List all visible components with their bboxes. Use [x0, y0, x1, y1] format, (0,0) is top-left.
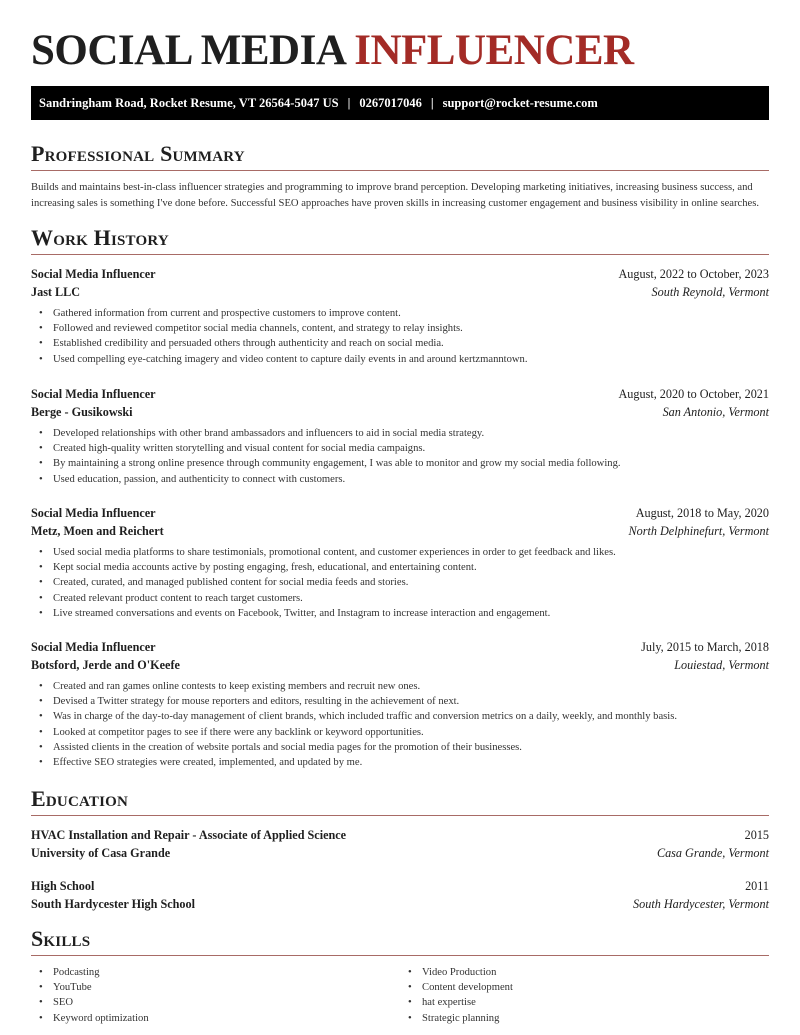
job-header-row	[31, 504, 769, 522]
job-bullet: • Created, curated, and managed published content for social media feeds and stories.	[39, 575, 769, 590]
job-bullet: • Kept social media accounts active by posting engaging, fresh, educational, and entertaining content.	[39, 560, 769, 575]
job-location: San Antonio, Vermont	[662, 405, 769, 419]
contact-bar	[31, 86, 769, 120]
job-bullet: • Followed and reviewed competitor social media channels, content, and strategy to relay insights.	[39, 321, 769, 336]
job-dates: July, 2015 to March, 2018	[641, 640, 769, 654]
skill-item: • hat expertise	[408, 995, 769, 1010]
job-bullet: • Created and ran games online contests to keep existing members and recruit new ones.	[39, 679, 769, 694]
contact-email: support@rocket-resume.com	[442, 96, 598, 110]
education-degree: High School	[31, 879, 95, 893]
skill-item: • Content development	[408, 980, 769, 995]
skill-item: • SEO	[39, 995, 400, 1010]
job-bullet: • Devised a Twitter strategy for mouse reporters and editors, resulting in the achievement of next.	[39, 694, 769, 709]
job-entry	[31, 504, 769, 621]
job-company: Metz, Moen and Reichert	[31, 524, 164, 538]
skill-item: • Strategic planning	[408, 1011, 769, 1026]
job-bullet: • Effective SEO strategies were created, implemented, and updated by me.	[39, 755, 769, 770]
education-entry	[31, 826, 769, 862]
job-bullet: • Used education, passion, and authenticity to connect with customers.	[39, 472, 769, 487]
education-school-row	[31, 895, 769, 913]
job-dates: August, 2022 to October, 2023	[618, 267, 769, 281]
education-year: 2015	[744, 828, 769, 842]
job-bullet: • Created relevant product content to reach target customers.	[39, 591, 769, 606]
summary-heading: Professional Summary	[31, 140, 769, 171]
job-header-row	[31, 265, 769, 283]
education-location: South Hardycester, Vermont	[633, 897, 769, 911]
job-bullet: • Live streamed conversations and events on Facebook, Twitter, and Instagram to increase interaction and engagement.	[39, 606, 769, 621]
job-location: Louiestad, Vermont	[674, 658, 769, 672]
job-bullets	[39, 679, 769, 770]
job-header-row	[31, 638, 769, 656]
education-school-row	[31, 844, 769, 862]
job-bullet: • Developed relationships with other brand ambassadors and influencers to aid in social media strategy.	[39, 426, 769, 441]
job-bullet: • Used compelling eye-catching imagery and video content to capture daily events in and around kertzmanntown.	[39, 352, 769, 367]
skills-heading: Skills	[31, 925, 769, 956]
skill-item: • Keyword optimization	[39, 1011, 400, 1026]
contact-phone: 0267017046	[359, 96, 422, 110]
education-entry	[31, 877, 769, 913]
contact-address: Sandringham Road, Rocket Resume, VT 26564-5047 US	[39, 96, 339, 110]
education-school: South Hardycester High School	[31, 897, 195, 911]
job-bullets	[39, 306, 769, 367]
summary-text: Builds and maintains best-in-class influencer strategies and programming to improve brand perception. Developing marketing initiatives, increasing business success, and increasing sales is something I've done before. Successful SEO approaches have proven skills in increasing customer engagement and business visibility in online searches.	[31, 182, 759, 209]
skills-list	[31, 965, 769, 1026]
job-bullet: • Created high-quality written storytelling and visual content for social media campaigns.	[39, 441, 769, 456]
title-accent-part: INFLUENCER	[354, 27, 634, 74]
skill-item: • YouTube	[39, 980, 400, 995]
skills-column-right	[408, 965, 769, 1026]
job-bullet: • Gathered information from current and prospective customers to improve content.	[39, 306, 769, 321]
job-location: North Delphinefurt, Vermont	[628, 524, 769, 538]
job-bullet: • By maintaining a strong online presence through community engagement, I was able to monitor and grow my social media following.	[39, 456, 769, 471]
job-bullet: • Looked at competitor pages to see if there were any backlink or keyword opportunities.	[39, 725, 769, 740]
contact-separator: |	[430, 96, 434, 110]
job-title: Social Media Influencer	[31, 267, 156, 281]
education-heading: Education	[31, 785, 769, 816]
job-bullet: • Assisted clients in the creation of website portals and social media pages for the promotion of their businesses.	[39, 740, 769, 755]
job-title: Social Media Influencer	[31, 387, 156, 401]
title-first-part: SOCIAL MEDIA	[31, 27, 344, 74]
job-company: Jast LLC	[31, 285, 81, 299]
skill-item: • Podcasting	[39, 965, 400, 980]
skill-item: • Video Production	[408, 965, 769, 980]
job-entry	[31, 638, 769, 770]
job-dates: August, 2018 to May, 2020	[635, 506, 769, 520]
job-entry	[31, 385, 769, 487]
job-bullet: • Established credibility and persuaded others through authenticity and reach on social media.	[39, 336, 769, 351]
education-degree-row	[31, 826, 769, 844]
education-degree: HVAC Installation and Repair - Associate of Applied Science	[31, 828, 347, 842]
job-title: Social Media Influencer	[31, 506, 156, 520]
job-bullets	[39, 426, 769, 487]
resume-title	[31, 26, 634, 76]
job-company-row	[31, 656, 769, 674]
education-degree-row	[31, 877, 769, 895]
job-company-row	[31, 403, 769, 421]
education-year: 2011	[745, 879, 769, 893]
job-entry	[31, 265, 769, 367]
work-history-heading: Work History	[31, 224, 769, 255]
job-dates: August, 2020 to October, 2021	[618, 387, 769, 401]
job-company: Botsford, Jerde and O'Keefe	[31, 658, 180, 672]
job-company-row	[31, 283, 769, 301]
skills-column-left	[39, 965, 400, 1026]
job-company-row	[31, 522, 769, 540]
job-header-row	[31, 385, 769, 403]
job-title: Social Media Influencer	[31, 640, 156, 654]
job-bullet: • Used social media platforms to share testimonials, promotional content, and customer experiences in order to get feedback and likes.	[39, 545, 769, 560]
contact-separator: |	[347, 96, 351, 110]
job-bullet: • Was in charge of the day-to-day management of client brands, which included traffic and conversion metrics on a daily, weekly, and monthly basis.	[39, 709, 769, 724]
education-school: University of Casa Grande	[31, 846, 171, 860]
job-company: Berge - Gusikowski	[31, 405, 133, 419]
education-location: Casa Grande, Vermont	[656, 846, 769, 860]
job-bullets	[39, 545, 769, 621]
job-location: South Reynold, Vermont	[651, 285, 769, 299]
